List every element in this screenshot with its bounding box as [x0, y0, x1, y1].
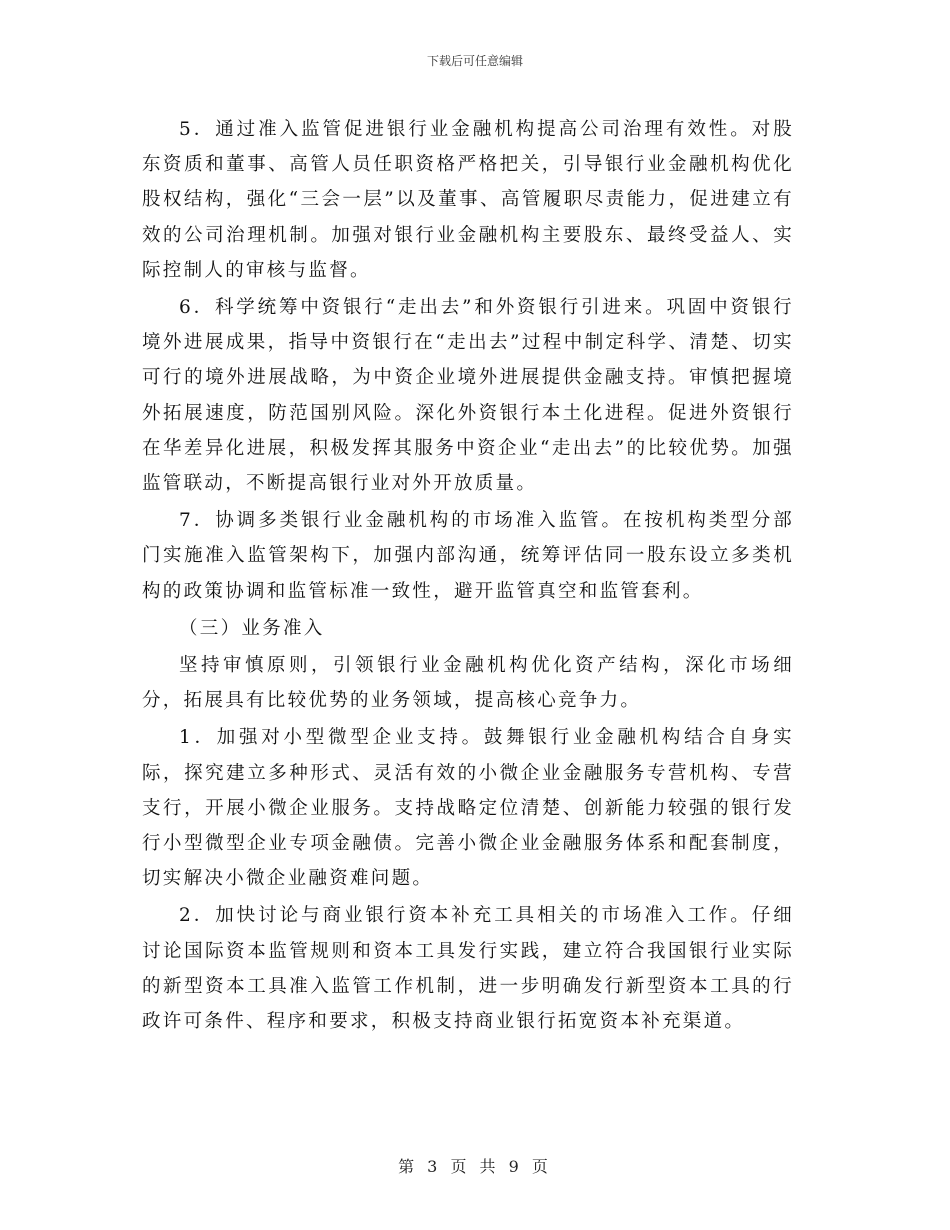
page-header: 下载后可任意编辑	[426, 54, 523, 68]
document-body	[142, 112, 794, 1041]
paragraph-item-5: 5．通过准入监管促进银行业金融机构提高公司治理有效性。对股东资质和董事、高管人员任职资格严格把关，引导银行业金融机构优化股权结构，强化“三会一层”以及董事、高管履职尽责能力，促进建立有效的公司治理机制。加强对银行业金融机构主要股东、最终受益人、实际控制人的审核与监督。	[142, 119, 794, 281]
paragraph-item-6: 6．科学统筹中资银行“走出去”和外资银行引进来。巩固中资银行境外进展成果，指导中资银行在“走出去”过程中制定科学、清楚、切实可行的境外进展战略，为中资企业境外进展提供金融支持。审慎把握境外拓展速度，防范国别风险。深化外资银行本土化进程。促进外资银行在华差异化进展，积极发挥其服务中资企业“走出去”的比较优势。加强监管联动，不断提高银行业对外开放质量。	[142, 297, 794, 495]
section-intro-paragraph: 坚持审慎原则，引领银行业金融机构优化资产结构，深化市场细分，拓展具有比较优势的业务领域，提高核心竞争力。	[142, 655, 794, 712]
paragraph-item-1: 1．加强对小型微型企业支持。鼓舞银行业金融机构结合自身实际，探究建立多种形式、灵活有效的小微企业金融服务专营机构、专营支行，开展小微企业服务。支持战略定位清楚、创新能力较强的银行发行小型微型企业专项金融债。完善小微企业金融服务体系和配套制度，切实解决小微企业融资难问题。	[142, 727, 794, 890]
section-heading-business-access: （三）业务准入	[179, 617, 325, 639]
page-footer: 第 3 页 共 9 页	[398, 1157, 552, 1176]
paragraph-item-7: 7．协调多类银行业金融机构的市场准入监管。在按机构类型分部门实施准入监管架构下，加强内部沟通，统筹评估同一股东设立多类机构的政策协调和监管标准一致性，避开监管真空和监管套利。	[142, 510, 794, 602]
paragraph-item-2: 2．加快讨论与商业银行资本补充工具相关的市场准入工作。仔细讨论国际资本监管规则和资本工具发行实践，建立符合我国银行业实际的新型资本工具准入监管工作机制，进一步明确发行新型资本工具的行政许可条件、程序和要求，积极支持商业银行拓宽资本补充渠道。	[142, 905, 794, 1033]
